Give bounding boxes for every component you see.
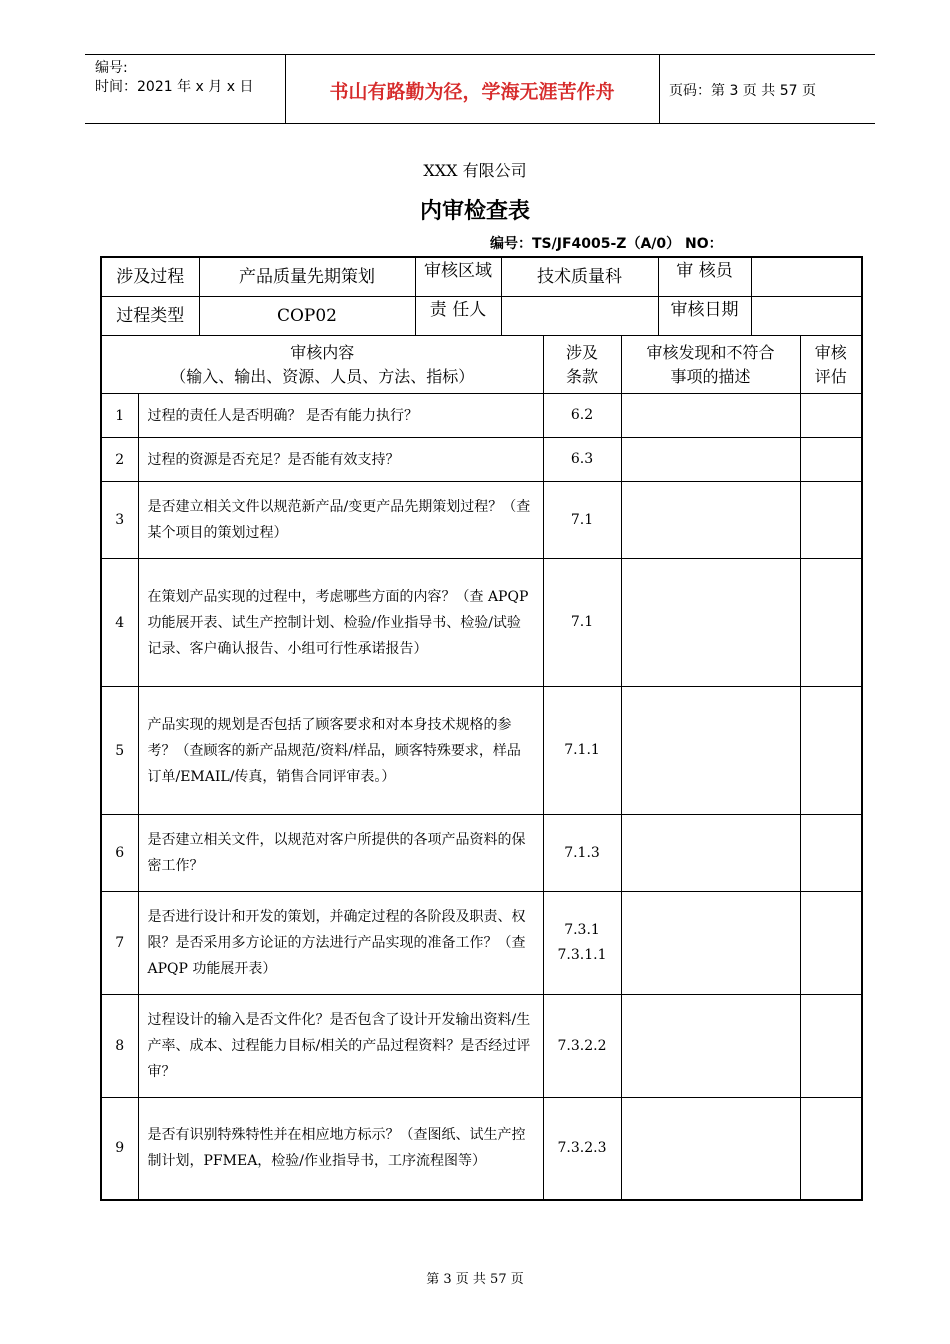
row-evaluation[interactable] (800, 815, 862, 892)
row-number: 1 (101, 394, 138, 438)
header-findings: 审核发现和不符合 事项的描述 (621, 336, 800, 394)
row-findings[interactable] (621, 687, 800, 815)
row-clause: 7.3.1 7.3.1.1 (543, 892, 621, 995)
table-row (101, 394, 862, 438)
row-question: 在策划产品实现的过程中，考虑哪些方面的内容？（查 APQP 功能展开表、试生产控制计划、检验/作业指导书、检验/试验记录、客户确认报告、小组可行性承诺报告） (138, 559, 543, 687)
responsible-label: 责 任人 (415, 297, 501, 336)
table-row (101, 687, 862, 815)
company-name: XXX 有限公司 (423, 161, 527, 180)
responsible-value (501, 297, 658, 336)
row-findings[interactable] (621, 892, 800, 995)
audit-date-label: 审核日期 (658, 297, 751, 336)
table-row (101, 995, 862, 1098)
row-question: 是否进行设计和开发的策划，并确定过程的各阶段及职责、权限？是否采用多方论证的方法进行产品实现的准备工作？（查 APQP 功能展开表） (138, 892, 543, 995)
audit-area-value: 技术质量科 (501, 257, 658, 297)
row-clause: 7.3.2.2 (543, 995, 621, 1098)
audit-date-value (751, 297, 862, 336)
header-divider (659, 55, 660, 123)
row-number: 3 (101, 482, 138, 559)
process-value: 产品质量先期策划 (199, 257, 415, 297)
header-motto: 书山有路勤为径，学海无涯苦作舟 (329, 81, 615, 103)
row-question: 是否有识别特殊特性并在相应地方标示？（查图纸、试生产控制计划，PFMEA，检验/作业指导书，工序流程图等） (138, 1098, 543, 1200)
row-number: 5 (101, 687, 138, 815)
row-evaluation[interactable] (800, 995, 862, 1098)
row-findings[interactable] (621, 995, 800, 1098)
row-findings[interactable] (621, 815, 800, 892)
table-row (101, 1098, 862, 1200)
page-header (85, 54, 875, 124)
row-number: 4 (101, 559, 138, 687)
row-findings[interactable] (621, 1098, 800, 1200)
row-question: 过程设计的输入是否文件化？是否包含了设计开发输出资料/生产率、成本、过程能力目标/相关的产品过程资料？是否经过评审？ (138, 995, 543, 1098)
row-evaluation[interactable] (800, 438, 862, 482)
table-row (101, 892, 862, 995)
header-left (95, 59, 253, 97)
process-label: 涉及过程 (101, 257, 199, 297)
row-clause: 7.1.1 (543, 687, 621, 815)
row-evaluation[interactable] (800, 394, 862, 438)
row-evaluation[interactable] (800, 482, 862, 559)
time-label: 时间：2021 年 x 月 x 日 (95, 79, 254, 95)
row-clause: 7.1.3 (543, 815, 621, 892)
row-question: 过程的资源是否充足？是否能有效支持？ (138, 438, 543, 482)
process-type-label: 过程类型 (101, 297, 199, 336)
row-clause: 7.3.2.3 (543, 1098, 621, 1200)
row-findings[interactable] (621, 394, 800, 438)
row-evaluation[interactable] (800, 687, 862, 815)
audit-checklist-table (100, 335, 863, 1201)
row-evaluation[interactable] (800, 559, 862, 687)
table-header-row (101, 336, 862, 394)
row-number: 6 (101, 815, 138, 892)
document-number: 编号：TS/JF4005-Z（A/0） NO： (490, 236, 723, 252)
audit-area-label: 审核区域 (415, 257, 501, 297)
header-audit-content: 审核内容 （输入、输出、资源、人员、方法、指标） (101, 336, 543, 394)
row-clause: 6.3 (543, 438, 621, 482)
auditor-label: 审 核员 (658, 257, 751, 297)
table-row (101, 559, 862, 687)
row-number: 8 (101, 995, 138, 1098)
row-findings[interactable] (621, 482, 800, 559)
document-title: 内审检查表 (419, 199, 530, 224)
page-footer: 第 3 页 共 57 页 (426, 1272, 524, 1287)
number-label: 编号: (95, 60, 128, 76)
table-row (101, 482, 862, 559)
row-number: 9 (101, 1098, 138, 1200)
row-clause: 6.2 (543, 394, 621, 438)
row-number: 2 (101, 438, 138, 482)
header-clause: 涉及 条款 (543, 336, 621, 394)
row-number: 7 (101, 892, 138, 995)
table-row (101, 815, 862, 892)
row-evaluation[interactable] (800, 1098, 862, 1200)
info-row (101, 297, 862, 336)
row-question: 产品实现的规划是否包括了顾客要求和对本身技术规格的参考？（查顾客的新产品规范/资料/样品，顾客特殊要求，样品订单/EMAIL/传真，销售合同评审表。） (138, 687, 543, 815)
row-clause: 7.1 (543, 482, 621, 559)
auditor-value (751, 257, 862, 297)
header-page-info: 页码：第 3 页 共 57 页 (669, 83, 816, 99)
row-question: 是否建立相关文件，以规范对客户所提供的各项产品资料的保密工作？ (138, 815, 543, 892)
row-evaluation[interactable] (800, 892, 862, 995)
table-row (101, 438, 862, 482)
info-row (101, 257, 862, 297)
row-findings[interactable] (621, 559, 800, 687)
process-type-value: COP02 (199, 297, 415, 336)
row-question: 过程的责任人是否明确？ 是否有能力执行？ (138, 394, 543, 438)
row-clause: 7.1 (543, 559, 621, 687)
row-findings[interactable] (621, 438, 800, 482)
row-question: 是否建立相关文件以规范新产品/变更产品先期策划过程？（查某个项目的策划过程） (138, 482, 543, 559)
header-evaluation: 审核 评估 (800, 336, 862, 394)
audit-info-table (100, 256, 863, 336)
